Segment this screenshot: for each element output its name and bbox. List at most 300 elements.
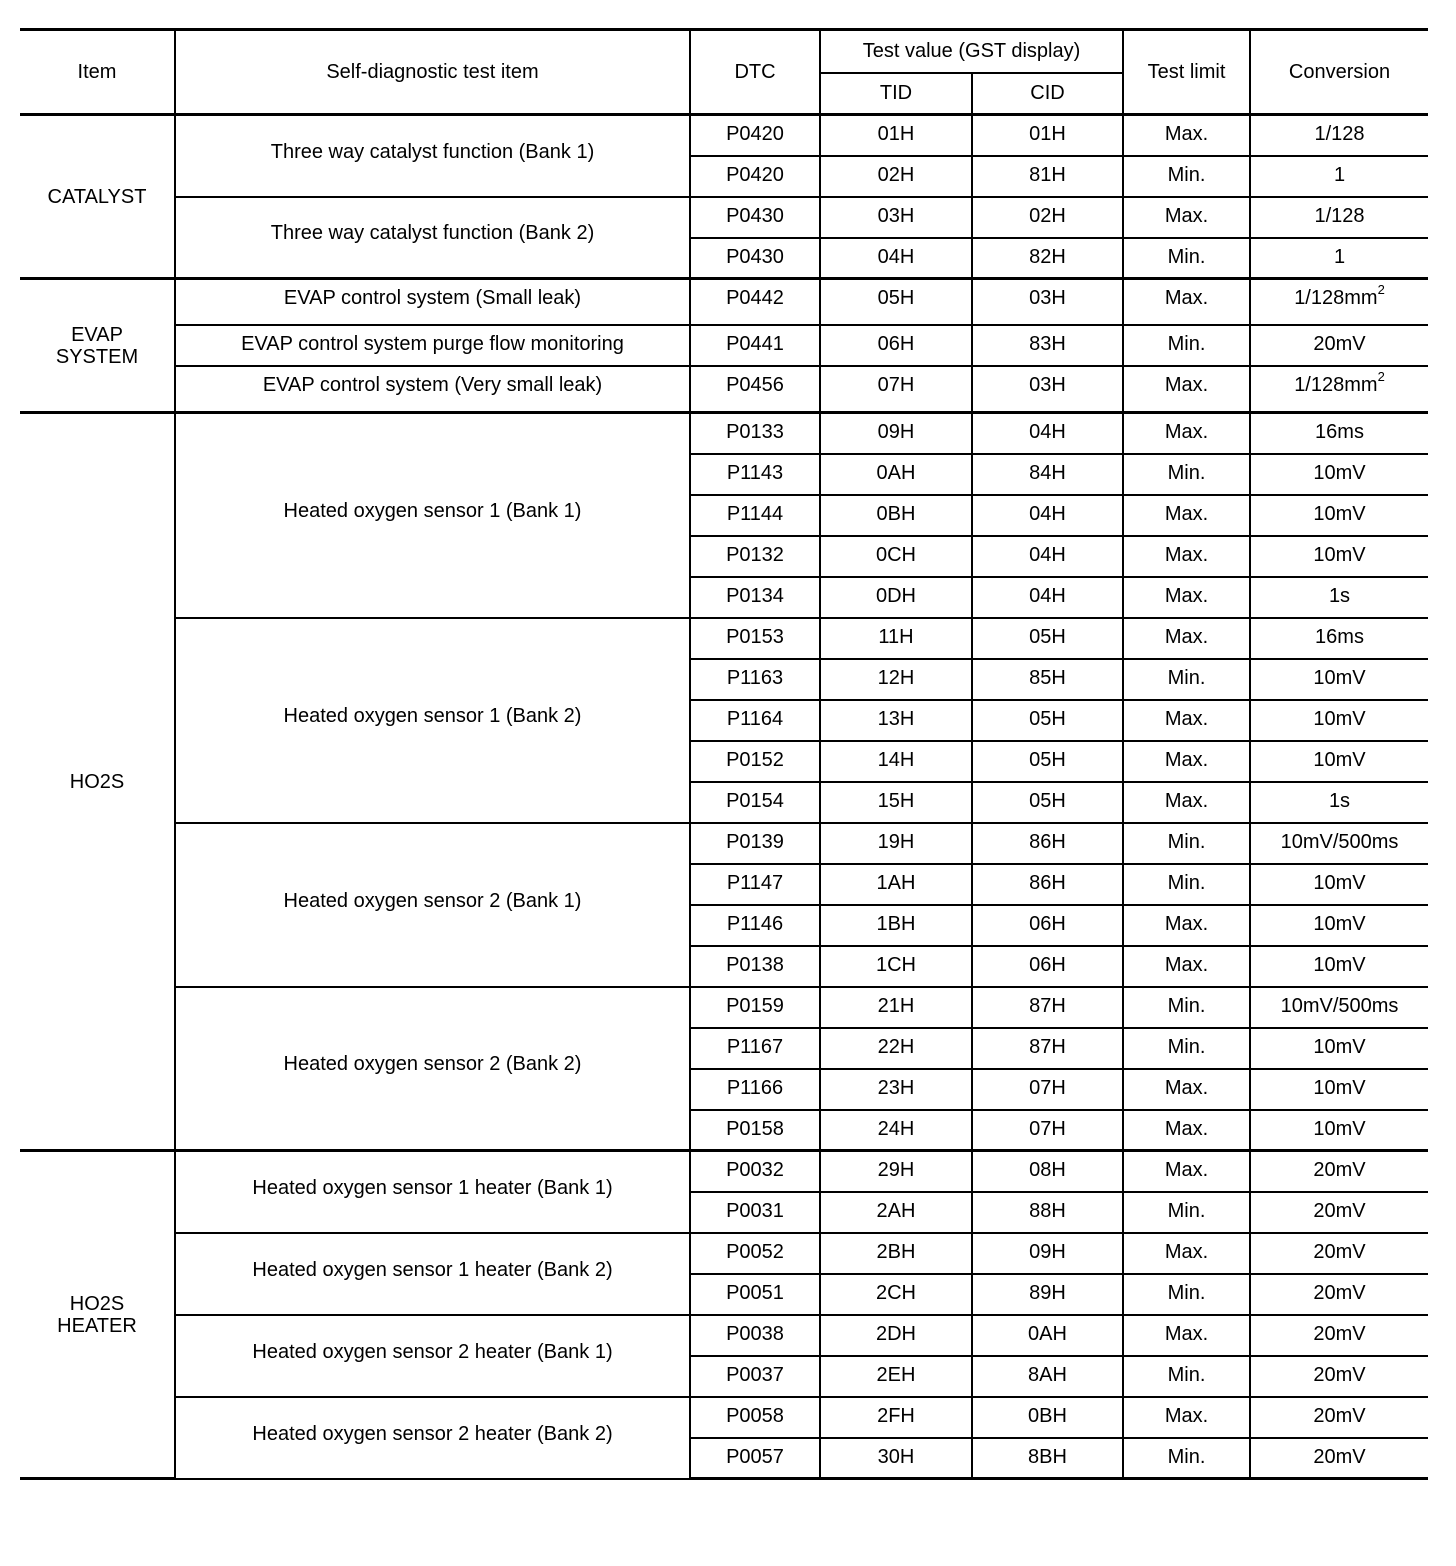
tid-cell-text: 2CH xyxy=(875,1281,916,1304)
dtc-cell-text: P0139 xyxy=(726,830,784,853)
conversion-cell-text: 20mV xyxy=(1313,1240,1366,1263)
table-row xyxy=(20,618,1428,659)
dtc-cell xyxy=(690,905,820,946)
test-limit-cell xyxy=(1123,1110,1250,1151)
test-limit-cell-text: Max. xyxy=(1164,204,1209,227)
cid-cell-text: 02H xyxy=(1029,204,1066,227)
self-diagnostic-test-item: Heated oxygen sensor 1 (Bank 2) xyxy=(175,618,690,823)
conversion-cell xyxy=(1250,1151,1428,1192)
conversion-cell-text: 1/128mm xyxy=(1294,287,1378,309)
test-limit-cell xyxy=(1123,366,1250,413)
tid-cell-text: 11H xyxy=(878,625,914,648)
tid-cell xyxy=(820,823,972,864)
conversion-cell xyxy=(1250,659,1428,700)
cid-cell xyxy=(972,1233,1123,1274)
dtc-cell-text: P0430 xyxy=(726,245,784,268)
conversion-cell-text: 10mV xyxy=(1313,912,1366,935)
dtc-cell xyxy=(690,366,820,413)
test-limit-cell xyxy=(1123,741,1250,782)
conversion-cell-text: 10mV xyxy=(1313,1076,1366,1099)
tid-cell-text: 03H xyxy=(877,204,915,227)
dtc-cell xyxy=(690,659,820,700)
cid-cell xyxy=(972,366,1123,413)
conversion-cell-text: 10mV/500ms xyxy=(1280,830,1399,853)
cid-cell-text: 03H xyxy=(1029,287,1066,309)
dtc-cell xyxy=(690,987,820,1028)
tid-cell xyxy=(820,413,972,454)
conversion-cell-text: 20mV xyxy=(1313,332,1366,355)
dtc-cell-text: P0159 xyxy=(726,994,784,1017)
cid-cell-text: 88H xyxy=(1029,1199,1066,1222)
test-limit-cell xyxy=(1123,1356,1250,1397)
conversion-cell xyxy=(1250,1315,1428,1356)
dtc-cell-text: P1164 xyxy=(726,707,784,730)
tid-cell xyxy=(820,1233,972,1274)
tid-cell xyxy=(820,700,972,741)
dtc-cell-text: P0158 xyxy=(726,1117,784,1140)
dtc-cell-text: P0052 xyxy=(726,1240,784,1263)
conversion-cell xyxy=(1250,1192,1428,1233)
test-limit-cell-text: Max. xyxy=(1164,584,1209,607)
test-limit-cell xyxy=(1123,1233,1250,1274)
diagnostic-table xyxy=(20,28,1428,1480)
tid-cell-text: 1BH xyxy=(876,912,916,935)
dtc-cell-text: P0038 xyxy=(726,1322,784,1345)
dtc-cell-text: P0051 xyxy=(726,1281,784,1304)
tid-cell xyxy=(820,238,972,279)
cid-cell-text: 87H xyxy=(1029,1035,1066,1058)
conversion-cell xyxy=(1250,700,1428,741)
cid-cell xyxy=(972,1356,1123,1397)
cid-cell-text: 82H xyxy=(1029,245,1066,268)
cid-cell-text: 01H xyxy=(1029,123,1066,145)
cid-cell xyxy=(972,115,1123,156)
tid-cell-text: 24H xyxy=(877,1117,915,1140)
dtc-cell-text: P1146 xyxy=(726,912,784,935)
cid-cell-text: 08H xyxy=(1029,1159,1066,1181)
conversion-cell-text: 1s xyxy=(1328,789,1351,812)
test-limit-cell xyxy=(1123,156,1250,197)
conversion-cell xyxy=(1250,238,1428,279)
tid-cell-text: 23H xyxy=(877,1076,915,1099)
table-row xyxy=(20,325,1428,366)
dtc-cell xyxy=(690,946,820,987)
self-diagnostic-test-item: Heated oxygen sensor 2 (Bank 1) xyxy=(175,823,690,987)
tid-cell-text: 0AH xyxy=(876,461,916,484)
tid-cell xyxy=(820,905,972,946)
header-tid: TID xyxy=(820,73,972,115)
tid-cell xyxy=(820,1356,972,1397)
cid-cell xyxy=(972,823,1123,864)
conversion-cell-text: 20mV xyxy=(1313,1199,1366,1222)
self-diagnostic-test-item: Heated oxygen sensor 2 heater (Bank 1) xyxy=(175,1315,690,1397)
dtc-cell-text: P0441 xyxy=(726,332,784,355)
dtc-cell xyxy=(690,238,820,279)
conversion-cell-text: 16ms xyxy=(1315,421,1364,443)
cid-cell-text: 8BH xyxy=(1028,1445,1067,1468)
test-limit-cell xyxy=(1123,577,1250,618)
test-limit-cell xyxy=(1123,197,1250,238)
conversion-cell-text: 20mV xyxy=(1313,1363,1366,1386)
cid-cell xyxy=(972,1110,1123,1151)
test-limit-cell xyxy=(1123,325,1250,366)
tid-cell-text: 30H xyxy=(877,1445,915,1468)
cid-cell-text: 09H xyxy=(1029,1240,1066,1263)
conversion-cell xyxy=(1250,1356,1428,1397)
test-limit-cell-text: Max. xyxy=(1164,1159,1209,1181)
cid-cell xyxy=(972,1069,1123,1110)
cid-cell xyxy=(972,279,1123,325)
dtc-cell-text: P0032 xyxy=(726,1159,784,1181)
cid-cell xyxy=(972,1151,1123,1192)
cid-cell-text: 05H xyxy=(1029,625,1066,648)
cid-cell-text: 86H xyxy=(1029,871,1066,894)
dtc-cell xyxy=(690,1233,820,1274)
tid-cell xyxy=(820,454,972,495)
header-conversion: Conversion xyxy=(1250,30,1428,115)
tid-cell-text: 19H xyxy=(877,830,915,853)
conversion-cell xyxy=(1250,156,1428,197)
dtc-cell-text: P0420 xyxy=(726,123,784,145)
dtc-cell xyxy=(690,1397,820,1438)
self-diagnostic-test-item: Three way catalyst function (Bank 1) xyxy=(175,115,690,197)
tid-cell-text: 0BH xyxy=(876,502,916,525)
self-diagnostic-test-item: Heated oxygen sensor 1 heater (Bank 1) xyxy=(175,1151,690,1233)
test-limit-cell-text: Max. xyxy=(1164,1240,1209,1263)
test-limit-cell xyxy=(1123,1069,1250,1110)
cid-cell-text: 04H xyxy=(1029,584,1066,607)
test-limit-cell-text: Min. xyxy=(1167,1199,1206,1222)
tid-cell xyxy=(820,1438,972,1479)
conversion-cell xyxy=(1250,618,1428,659)
test-limit-cell xyxy=(1123,238,1250,279)
conversion-cell xyxy=(1250,536,1428,577)
dtc-cell xyxy=(690,1274,820,1315)
dtc-cell xyxy=(690,1192,820,1233)
table-row xyxy=(20,1233,1428,1274)
self-diagnostic-test-item: EVAP control system (Small leak) xyxy=(175,279,690,325)
table-row xyxy=(20,366,1428,413)
cid-cell-text: 03H xyxy=(1029,373,1066,396)
tid-cell-text: 14H xyxy=(877,748,915,771)
header-test-value: Test value (GST display) xyxy=(820,30,1123,73)
tid-cell xyxy=(820,536,972,577)
conversion-cell-text: 16ms xyxy=(1315,625,1364,648)
conversion-cell-text: 10mV xyxy=(1313,502,1366,525)
cid-cell xyxy=(972,413,1123,454)
tid-cell-text: 02H xyxy=(877,163,915,186)
conversion-cell-text: 10mV/500ms xyxy=(1280,994,1399,1017)
table-row xyxy=(20,823,1428,864)
dtc-cell-text: P1167 xyxy=(726,1035,784,1058)
dtc-cell xyxy=(690,197,820,238)
tid-cell-text: 0DH xyxy=(875,584,916,607)
cid-cell xyxy=(972,454,1123,495)
cid-cell xyxy=(972,1192,1123,1233)
tid-cell xyxy=(820,279,972,325)
test-limit-cell-text: Min. xyxy=(1167,461,1206,484)
dtc-cell xyxy=(690,823,820,864)
cid-cell-text: 84H xyxy=(1029,461,1066,484)
conversion-cell xyxy=(1250,823,1428,864)
dtc-cell-text: P0138 xyxy=(726,953,784,976)
dtc-cell xyxy=(690,495,820,536)
conversion-cell-text: 10mV xyxy=(1313,461,1366,484)
self-diagnostic-test-item: Heated oxygen sensor 2 heater (Bank 2) xyxy=(175,1397,690,1479)
conversion-cell-text: 10mV xyxy=(1313,953,1366,976)
test-limit-cell-text: Min. xyxy=(1167,666,1206,689)
cid-cell-text: 0AH xyxy=(1028,1322,1067,1345)
tid-cell xyxy=(820,115,972,156)
test-limit-cell xyxy=(1123,1151,1250,1192)
tid-cell xyxy=(820,1274,972,1315)
cid-cell xyxy=(972,1315,1123,1356)
conversion-cell-text: 1/128 xyxy=(1314,123,1365,145)
dtc-cell xyxy=(690,782,820,823)
test-limit-cell xyxy=(1123,536,1250,577)
dtc-cell-text: P0442 xyxy=(726,287,784,309)
dtc-cell-text: P0057 xyxy=(726,1445,784,1468)
self-diagnostic-test-item: Heated oxygen sensor 1 (Bank 1) xyxy=(175,413,690,618)
dtc-cell xyxy=(690,279,820,325)
tid-cell-text: 1AH xyxy=(876,871,916,894)
test-limit-cell xyxy=(1123,279,1250,325)
table-row xyxy=(20,1151,1428,1192)
conversion-cell xyxy=(1250,495,1428,536)
test-limit-cell-text: Min. xyxy=(1167,1281,1206,1304)
conversion-cell-text: 10mV xyxy=(1313,707,1366,730)
cid-cell xyxy=(972,946,1123,987)
cid-cell-text: 04H xyxy=(1029,543,1066,566)
conversion-cell xyxy=(1250,413,1428,454)
dtc-cell-text: P1163 xyxy=(726,666,784,689)
dtc-cell-text: P0031 xyxy=(726,1199,784,1222)
test-limit-cell xyxy=(1123,946,1250,987)
tid-cell-text: 12H xyxy=(877,666,915,689)
dtc-cell xyxy=(690,156,820,197)
tid-cell-text: 07H xyxy=(877,373,915,396)
cid-cell-text: 87H xyxy=(1029,994,1066,1017)
tid-cell xyxy=(820,782,972,823)
cid-cell-text: 05H xyxy=(1029,748,1066,771)
test-limit-cell xyxy=(1123,454,1250,495)
dtc-cell-text: P0037 xyxy=(726,1363,784,1386)
conversion-cell-text: 20mV xyxy=(1313,1322,1366,1345)
dtc-cell xyxy=(690,1069,820,1110)
dtc-cell-text: P0134 xyxy=(726,584,784,607)
test-limit-cell-text: Max. xyxy=(1164,421,1209,443)
test-limit-cell-text: Max. xyxy=(1164,1076,1209,1099)
test-limit-cell xyxy=(1123,659,1250,700)
conversion-cell xyxy=(1250,1028,1428,1069)
dtc-cell-text: P1144 xyxy=(726,502,784,525)
cid-cell-text: 89H xyxy=(1029,1281,1066,1304)
cid-cell xyxy=(972,618,1123,659)
cid-cell xyxy=(972,741,1123,782)
self-diagnostic-test-item: EVAP control system (Very small leak) xyxy=(175,366,690,413)
dtc-cell xyxy=(690,1151,820,1192)
conversion-superscript: 2 xyxy=(1377,282,1385,298)
conversion-cell-text: 10mV xyxy=(1313,543,1366,566)
test-limit-cell-text: Max. xyxy=(1164,789,1209,812)
conversion-cell xyxy=(1250,782,1428,823)
conversion-cell xyxy=(1250,197,1428,238)
dtc-cell-text: P0133 xyxy=(726,421,784,443)
dtc-cell xyxy=(690,700,820,741)
test-limit-cell-text: Min. xyxy=(1167,1363,1206,1386)
conversion-superscript: 2 xyxy=(1377,368,1385,384)
dtc-cell xyxy=(690,1110,820,1151)
tid-cell xyxy=(820,741,972,782)
test-limit-cell xyxy=(1123,864,1250,905)
dtc-cell xyxy=(690,1315,820,1356)
tid-cell xyxy=(820,618,972,659)
tid-cell-text: 05H xyxy=(877,287,915,309)
tid-cell xyxy=(820,197,972,238)
test-limit-cell xyxy=(1123,1397,1250,1438)
tid-cell-text: 13H xyxy=(877,707,915,730)
conversion-cell xyxy=(1250,1233,1428,1274)
tid-cell-text: 2FH xyxy=(877,1404,915,1427)
conversion-cell-text: 10mV xyxy=(1313,871,1366,894)
tid-cell-text: 29H xyxy=(877,1159,915,1181)
dtc-cell-text: P0058 xyxy=(726,1404,784,1427)
dtc-cell-text: P0420 xyxy=(726,163,784,186)
dtc-cell xyxy=(690,1356,820,1397)
tid-cell-text: 01H xyxy=(877,123,915,145)
header-item: Item xyxy=(20,30,175,115)
conversion-cell xyxy=(1250,1069,1428,1110)
tid-cell-text: 15H xyxy=(877,789,915,812)
test-limit-cell xyxy=(1123,618,1250,659)
tid-cell-text: 22H xyxy=(877,1035,915,1058)
tid-cell xyxy=(820,577,972,618)
cid-cell xyxy=(972,1438,1123,1479)
dtc-cell-text: P1166 xyxy=(726,1076,784,1099)
tid-cell xyxy=(820,1192,972,1233)
test-limit-cell xyxy=(1123,782,1250,823)
test-limit-cell-text: Min. xyxy=(1167,1445,1206,1468)
self-diagnostic-test-item: EVAP control system purge flow monitoring xyxy=(175,325,690,366)
dtc-cell-text: P0152 xyxy=(726,748,784,771)
tid-cell-text: 2EH xyxy=(876,1363,916,1386)
dtc-cell xyxy=(690,325,820,366)
test-limit-cell xyxy=(1123,1315,1250,1356)
cid-cell xyxy=(972,700,1123,741)
table-row xyxy=(20,1397,1428,1438)
dtc-cell xyxy=(690,618,820,659)
table-row xyxy=(20,115,1428,156)
tid-cell xyxy=(820,946,972,987)
tid-cell-text: 06H xyxy=(877,332,915,355)
table-body xyxy=(20,115,1428,1479)
tid-cell xyxy=(820,1110,972,1151)
test-limit-cell xyxy=(1123,1028,1250,1069)
item-category: CATALYST xyxy=(20,115,175,279)
test-limit-cell xyxy=(1123,905,1250,946)
dtc-cell xyxy=(690,741,820,782)
cid-cell xyxy=(972,659,1123,700)
cid-cell-text: 86H xyxy=(1029,830,1066,853)
conversion-cell xyxy=(1250,279,1428,325)
test-limit-cell xyxy=(1123,495,1250,536)
tid-cell-text: 21H xyxy=(877,994,915,1017)
cid-cell xyxy=(972,156,1123,197)
test-limit-cell-text: Min. xyxy=(1167,332,1206,355)
cid-cell-text: 85H xyxy=(1029,666,1066,689)
cid-cell-text: 05H xyxy=(1029,789,1066,812)
item-category: HO2S HEATER xyxy=(20,1151,175,1479)
test-limit-cell-text: Max. xyxy=(1164,1404,1209,1427)
dtc-cell-text: P0154 xyxy=(726,789,784,812)
test-limit-cell-text: Max. xyxy=(1164,953,1209,976)
tid-cell xyxy=(820,1028,972,1069)
tid-cell xyxy=(820,1069,972,1110)
cid-cell xyxy=(972,864,1123,905)
tid-cell xyxy=(820,156,972,197)
tid-cell-text: 0CH xyxy=(875,543,916,566)
cid-cell xyxy=(972,536,1123,577)
cid-cell-text: 05H xyxy=(1029,707,1066,730)
cid-cell xyxy=(972,495,1123,536)
test-limit-cell xyxy=(1123,1438,1250,1479)
dtc-cell xyxy=(690,454,820,495)
test-limit-cell xyxy=(1123,823,1250,864)
conversion-cell-text: 1 xyxy=(1333,163,1346,186)
cid-cell-text: 06H xyxy=(1029,912,1066,935)
header-self-diagnostic-test-item: Self-diagnostic test item xyxy=(175,30,690,115)
tid-cell xyxy=(820,659,972,700)
conversion-cell-text: 20mV xyxy=(1313,1159,1366,1181)
header-cid: CID xyxy=(972,73,1123,115)
conversion-cell-text: 1 xyxy=(1333,245,1346,268)
tid-cell xyxy=(820,495,972,536)
dtc-cell-text: P1147 xyxy=(726,871,784,894)
cid-cell xyxy=(972,325,1123,366)
conversion-cell-text: 10mV xyxy=(1313,1117,1366,1140)
conversion-cell xyxy=(1250,325,1428,366)
self-diagnostic-test-item: Heated oxygen sensor 1 heater (Bank 2) xyxy=(175,1233,690,1315)
conversion-cell xyxy=(1250,987,1428,1028)
dtc-cell xyxy=(690,1028,820,1069)
test-limit-cell-text: Max. xyxy=(1164,748,1209,771)
tid-cell xyxy=(820,864,972,905)
conversion-cell-text: 10mV xyxy=(1313,748,1366,771)
cid-cell xyxy=(972,197,1123,238)
dtc-cell xyxy=(690,115,820,156)
cid-cell-text: 83H xyxy=(1029,332,1066,355)
conversion-cell xyxy=(1250,1438,1428,1479)
test-limit-cell xyxy=(1123,700,1250,741)
cid-cell-text: 04H xyxy=(1029,421,1066,443)
conversion-cell xyxy=(1250,577,1428,618)
cid-cell xyxy=(972,1274,1123,1315)
conversion-cell xyxy=(1250,864,1428,905)
tid-cell xyxy=(820,366,972,413)
tid-cell xyxy=(820,325,972,366)
header-test-limit: Test limit xyxy=(1123,30,1250,115)
test-limit-cell xyxy=(1123,413,1250,454)
tid-cell xyxy=(820,987,972,1028)
test-limit-cell-text: Max. xyxy=(1164,707,1209,730)
item-category: EVAP SYSTEM xyxy=(20,279,175,413)
conversion-cell xyxy=(1250,366,1428,413)
cid-cell-text: 81H xyxy=(1029,163,1066,186)
tid-cell-text: 09H xyxy=(877,421,915,443)
conversion-cell-text: 20mV xyxy=(1313,1281,1366,1304)
table-row xyxy=(20,279,1428,325)
cid-cell xyxy=(972,987,1123,1028)
